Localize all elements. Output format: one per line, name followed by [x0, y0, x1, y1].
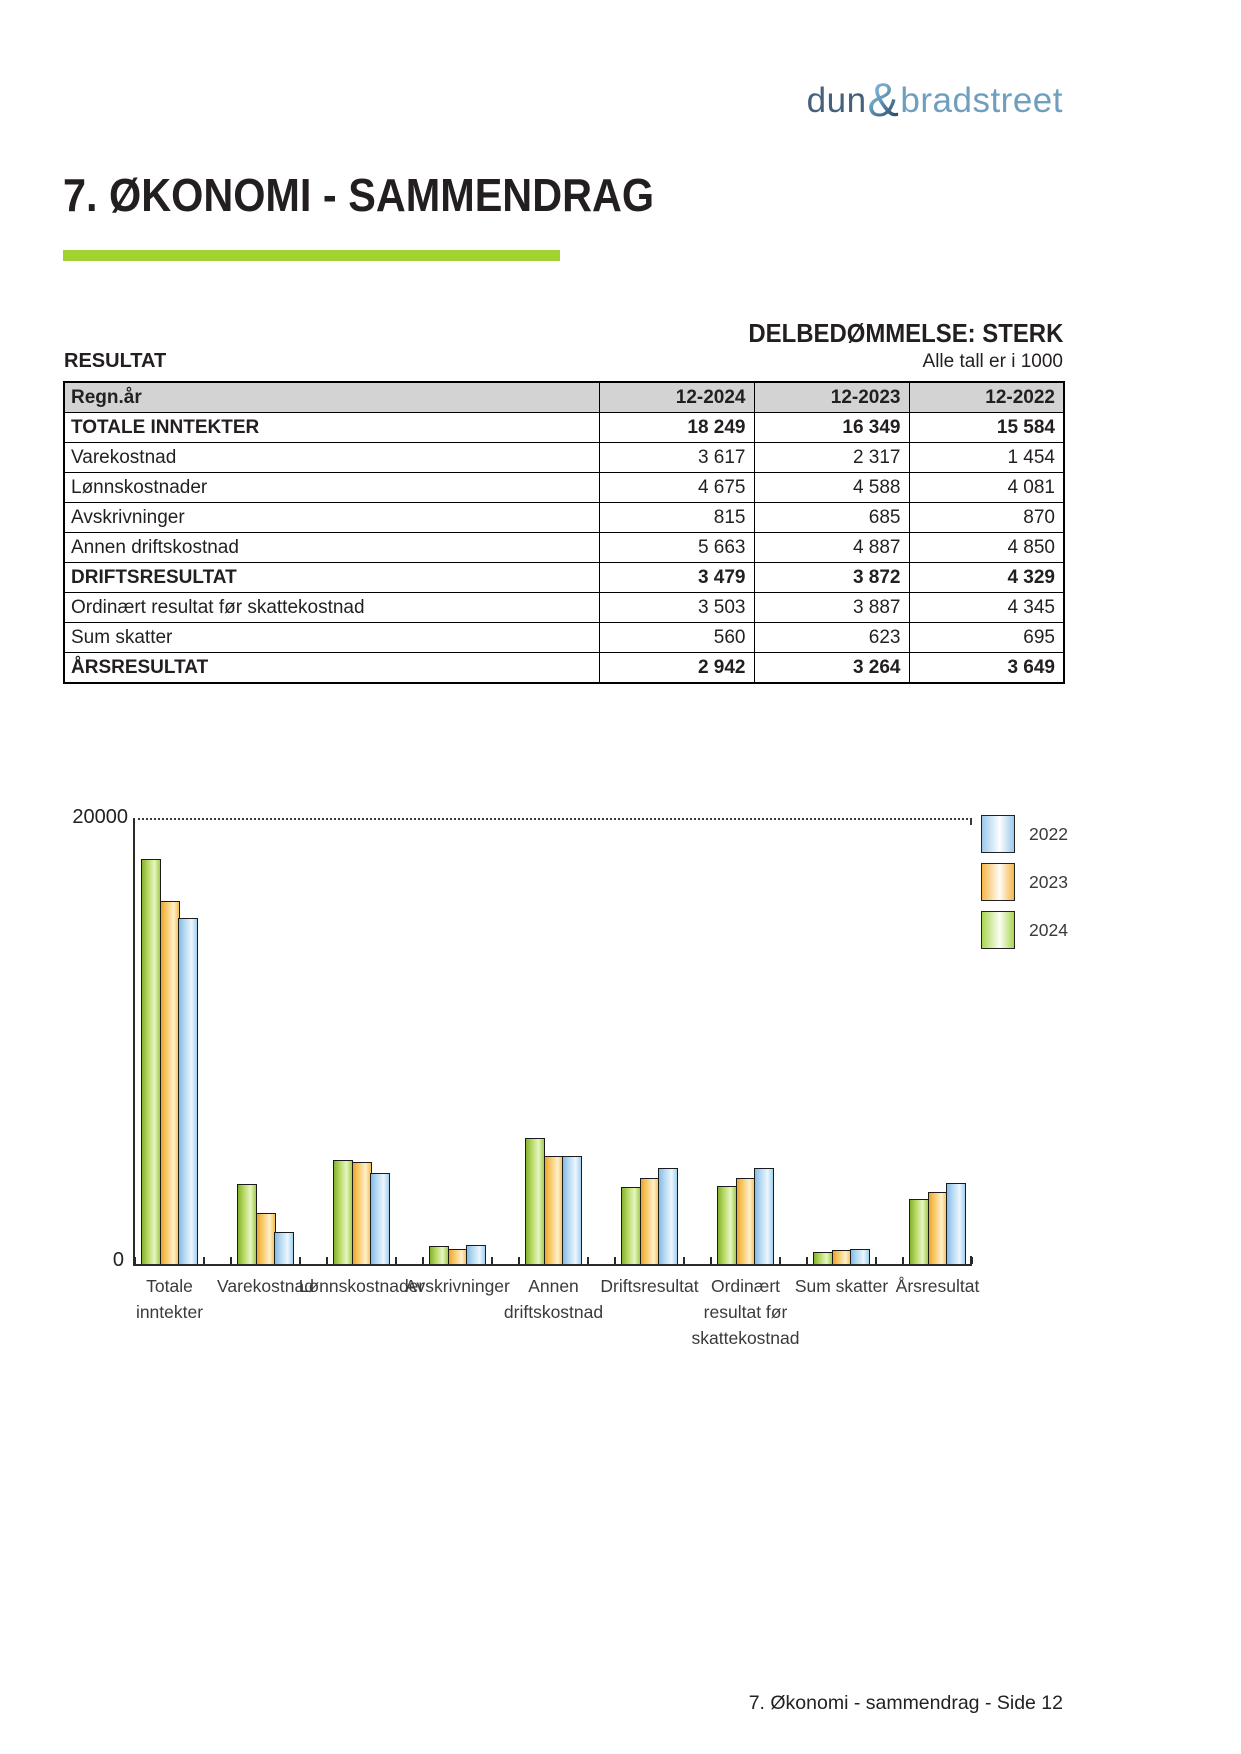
bar-group	[895, 1183, 980, 1296]
bar-2023	[160, 901, 180, 1264]
bar-2023	[928, 1192, 948, 1264]
accent-divider	[63, 250, 560, 261]
value-2024: 4 675	[599, 473, 754, 503]
category-label: Lønnskostnader	[298, 1276, 425, 1296]
table-row	[64, 443, 1064, 473]
value-2023: 3 872	[754, 563, 909, 593]
bar-2024	[429, 1246, 449, 1264]
y-axis-tick-zero: 0	[112, 1249, 124, 1271]
value-2023: 2 317	[754, 443, 909, 473]
value-2024: 5 663	[599, 533, 754, 563]
category-label: Avskrivninger	[405, 1276, 510, 1296]
table-row	[64, 593, 1064, 623]
bar-group	[405, 1245, 510, 1296]
value-2022: 4 081	[909, 473, 1064, 503]
bar-2022	[562, 1156, 582, 1264]
bar-2024	[237, 1184, 257, 1264]
value-2024: 18 249	[599, 413, 754, 443]
value-2024: 560	[599, 623, 754, 653]
category-label: Annen driftskostnad	[503, 1276, 604, 1322]
bar-group	[600, 1168, 699, 1296]
bar-2024	[909, 1199, 929, 1264]
logo-text-dun: dun	[806, 81, 867, 120]
row-label: DRIFTSRESULTAT	[64, 563, 599, 593]
table-row	[64, 503, 1064, 533]
category-label: Sum skatter	[794, 1276, 889, 1296]
value-2023: 4 588	[754, 473, 909, 503]
row-label: Annen driftskostnad	[64, 533, 599, 563]
value-2023: 685	[754, 503, 909, 533]
page-title: 7. ØKONOMI - SAMMENDRAG	[63, 169, 655, 221]
value-2023: 3 264	[754, 653, 909, 684]
category-label: Totale inntekter	[135, 1276, 204, 1322]
table-row	[64, 653, 1064, 684]
value-2022: 3 649	[909, 653, 1064, 684]
bar-2023	[544, 1156, 564, 1264]
bar-2024	[717, 1186, 737, 1264]
value-2024: 2 942	[599, 653, 754, 684]
units-note: Alle tall er i 1000	[922, 351, 1063, 372]
page-footer: 7. Økonomi - sammendrag - Side 12	[748, 1692, 1063, 1714]
header-2023: 12-2023	[754, 382, 909, 413]
y-axis-tick-max: 20000	[72, 806, 128, 828]
bar-2023	[832, 1250, 852, 1264]
header-2022: 12-2022	[909, 382, 1064, 413]
bar-2022	[658, 1168, 678, 1264]
value-2023: 623	[754, 623, 909, 653]
legend-label: 2022	[1029, 823, 1068, 844]
value-2022: 4 329	[909, 563, 1064, 593]
dun-bradstreet-logo	[807, 72, 1063, 127]
table-row	[64, 473, 1064, 503]
header-2024: 12-2024	[599, 382, 754, 413]
category-label: Ordinært resultat før skattekostnad	[691, 1276, 800, 1348]
bar-2023	[256, 1213, 276, 1264]
row-label: Ordinært resultat før skattekostnad	[64, 593, 599, 623]
logo-text-bradstreet: bradstreet	[900, 81, 1063, 120]
table-row	[64, 563, 1064, 593]
bar-group	[794, 1249, 889, 1296]
value-2024: 3 479	[599, 563, 754, 593]
category-label: Driftsresultat	[600, 1276, 699, 1296]
bar-groups	[135, 820, 980, 1348]
legend-swatch	[981, 815, 1015, 853]
legend-swatch	[981, 911, 1015, 949]
table-row	[64, 413, 1064, 443]
row-label: Sum skatter	[64, 623, 599, 653]
value-2024: 3 503	[599, 593, 754, 623]
value-2022: 1 454	[909, 443, 1064, 473]
category-label: Varekostnad	[217, 1276, 314, 1296]
bar-2024	[333, 1160, 353, 1264]
table-header-row	[64, 382, 1064, 413]
bar-group	[503, 1138, 604, 1322]
bar-2022	[754, 1168, 774, 1264]
category-label: Årsresultat	[895, 1276, 980, 1296]
bar-2022	[466, 1245, 486, 1264]
chart-plot-area	[133, 818, 980, 1348]
table-row	[64, 533, 1064, 563]
legend-label: 2024	[1029, 919, 1068, 940]
row-label: Lønnskostnader	[64, 473, 599, 503]
value-2023: 3 887	[754, 593, 909, 623]
bar-2024	[813, 1252, 833, 1264]
bar-2022	[274, 1232, 294, 1264]
bar-2024	[621, 1187, 641, 1264]
row-label: TOTALE INNTEKTER	[64, 413, 599, 443]
bar-2023	[736, 1178, 756, 1264]
bar-2024	[141, 859, 161, 1264]
bar-2022	[946, 1183, 966, 1264]
chart-legend	[981, 815, 1068, 959]
bar-2022	[370, 1173, 390, 1264]
bar-group	[217, 1184, 314, 1296]
results-table	[63, 381, 1065, 684]
value-2022: 695	[909, 623, 1064, 653]
value-2022: 4 345	[909, 593, 1064, 623]
bar-2023	[352, 1162, 372, 1264]
row-label: ÅRSRESULTAT	[64, 653, 599, 684]
value-2024: 815	[599, 503, 754, 533]
header-regnar: Regn.år	[64, 382, 599, 413]
bar-2023	[640, 1178, 660, 1264]
value-2022: 870	[909, 503, 1064, 533]
bar-2024	[525, 1138, 545, 1264]
bar-group	[691, 1168, 800, 1348]
bar-2022	[850, 1249, 870, 1264]
value-2022: 4 850	[909, 533, 1064, 563]
row-label: Avskrivninger	[64, 503, 599, 533]
results-table-body	[64, 413, 1064, 684]
value-2024: 3 617	[599, 443, 754, 473]
legend-swatch	[981, 863, 1015, 901]
legend-entry	[981, 815, 1068, 853]
table-row	[64, 623, 1064, 653]
value-2023: 16 349	[754, 413, 909, 443]
assessment-heading: DELBEDØMMELSE: STERK	[748, 318, 1063, 348]
bar-2023	[448, 1249, 468, 1264]
bar-group	[298, 1160, 425, 1296]
legend-entry	[981, 911, 1068, 949]
bar-group	[135, 859, 204, 1322]
value-2022: 15 584	[909, 413, 1064, 443]
bar-2022	[178, 918, 198, 1264]
value-2023: 4 887	[754, 533, 909, 563]
table-caption: RESULTAT	[64, 350, 167, 372]
legend-entry	[981, 863, 1068, 901]
legend-label: 2023	[1029, 871, 1068, 892]
row-label: Varekostnad	[64, 443, 599, 473]
ampersand-icon: &	[867, 73, 900, 126]
